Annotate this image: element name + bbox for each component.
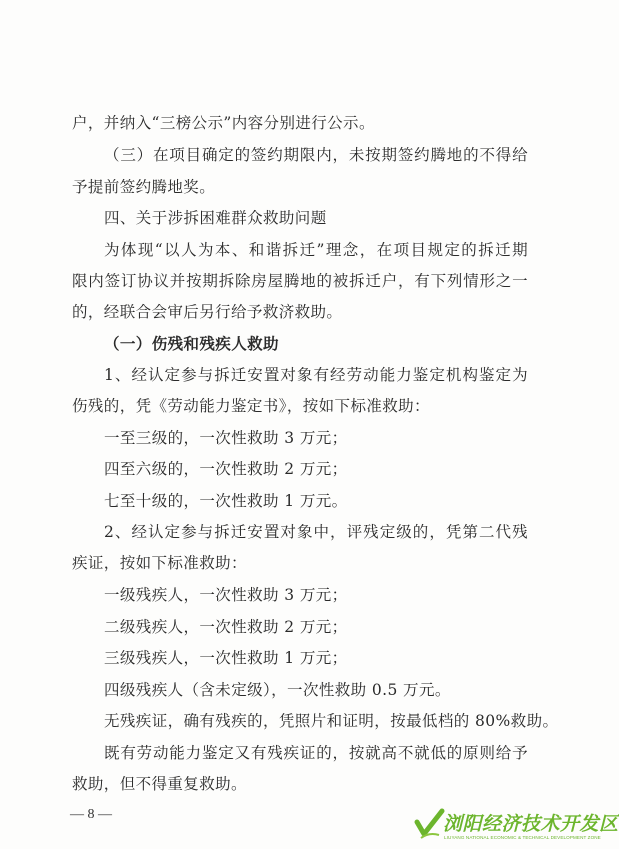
checkmark-leaf-icon [415, 808, 445, 842]
watermark-logo [415, 806, 619, 848]
paragraph-line: 为体现“以人为本、和谐拆迁”理念，在项目规定的拆迁期 [104, 241, 528, 259]
paragraph-line: 既有劳动能力鉴定又有残疾证的，按就高不就低的原则给予 [104, 744, 528, 762]
paragraph-line: （三）在项目确定的签约期限内，未按期签约腾地的不得给 [104, 146, 528, 164]
paragraph-line: 一至三级的，一次性救助 3 万元； [104, 429, 348, 447]
paragraph-line: 1、经认定参与拆迁安置对象有经劳动能力鉴定机构鉴定为 [104, 366, 528, 384]
watermark-subtitle: LIUYANG NATIONAL ECONOMIC & TECHNICAL DEVELOPMENT ZONE [444, 835, 601, 840]
paragraph-line: 救助，但不得重复救助。 [72, 775, 247, 793]
section-heading: 四、关于涉拆困难群众救助问题 [104, 209, 327, 227]
paragraph-line: 伤残的，凭《劳动能力鉴定书》，按如下标准救助： [72, 397, 430, 415]
paragraph-line: 三级残疾人，一次性救助 1 万元； [104, 649, 348, 667]
page-number: — 8 — [70, 807, 112, 822]
paragraph-line: 予提前签约腾地奖。 [72, 178, 216, 196]
watermark-title: 浏阳经济技术开发区 [443, 813, 619, 835]
paragraph-line: 无残疾证，确有残疾的，凭照片和证明，按最低档的 80%救助。 [104, 712, 559, 730]
paragraph-line: 疾证，按如下标准救助： [72, 554, 247, 572]
paragraph-line: 限内签订协议并按期拆除房屋腾地的被拆迁户，有下列情形之一 [72, 272, 528, 290]
paragraph-line: 一级残疾人，一次性救助 3 万元； [104, 586, 348, 604]
paragraph-line: 户，并纳入“三榜公示”内容分别进行公示。 [72, 114, 375, 132]
paragraph-line: 四级残疾人（含未定级），一次性救助 0.5 万元。 [104, 681, 451, 699]
paragraph-line: 二级残疾人，一次性救助 2 万元； [104, 618, 348, 636]
paragraph-line: 四至六级的，一次性救助 2 万元； [104, 460, 348, 478]
paragraph-line: 的，经联合会审后另行给予救济救助。 [72, 303, 343, 321]
paragraph-line: 2、经认定参与拆迁安置对象中，评残定级的，凭第二代残 [104, 523, 528, 541]
subsection-heading: （一）伤残和残疾人救助 [104, 334, 279, 353]
paragraph-line: 七至十级的，一次性救助 1 万元。 [104, 492, 348, 510]
